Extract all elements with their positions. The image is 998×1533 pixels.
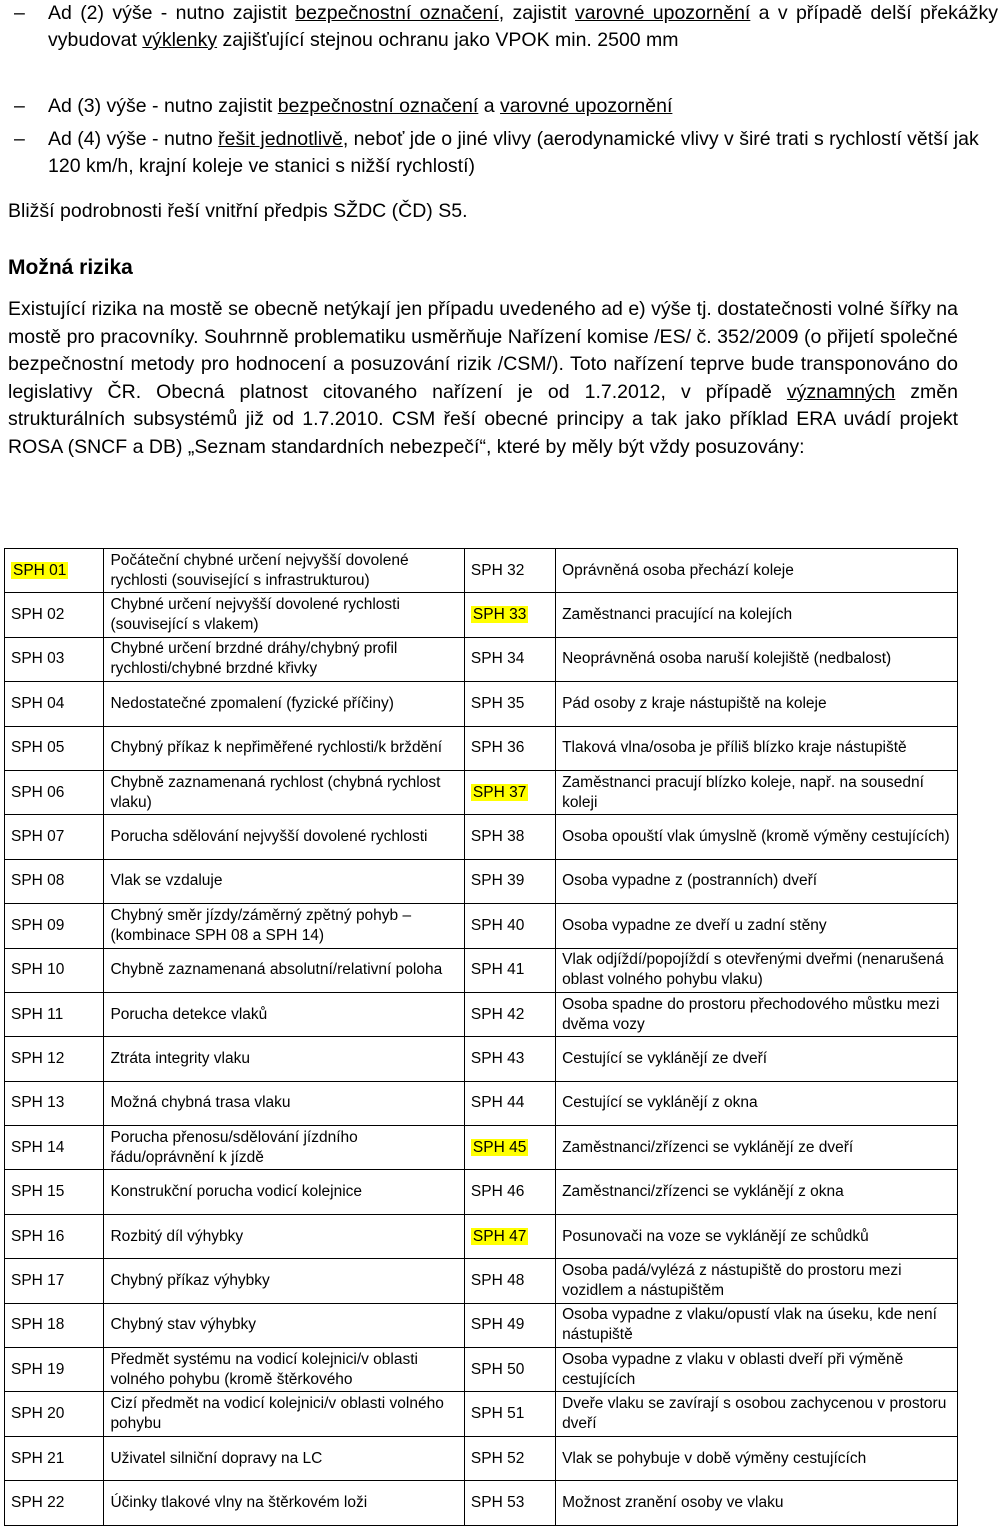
hazard-description: Porucha přenosu/sdělování jízdního řádu/oprávnění k jízdě — [110, 1128, 358, 1166]
hazard-code: SPH 39 — [470, 872, 525, 890]
hazard-description-cell — [104, 1481, 464, 1525]
hazard-description: Ztráta integrity vlaku — [110, 1049, 250, 1067]
hazard-code-cell — [464, 1214, 555, 1258]
hazard-code: SPH 01 — [13, 561, 67, 579]
hazard-description-cell — [556, 1303, 958, 1347]
hazard-description-cell — [104, 637, 464, 681]
hazard-code: SPH 50 — [470, 1360, 525, 1378]
hazard-description-cell — [556, 859, 958, 903]
hazard-description-cell — [556, 1081, 958, 1125]
hazard-code: SPH 36 — [470, 739, 525, 757]
hazard-description: Osoba spadne do prostoru přechodového můstku mezi dvěma vozy — [562, 995, 940, 1033]
hazard-code: SPH 34 — [470, 650, 525, 668]
table-row — [5, 1259, 958, 1303]
hazard-code: SPH 52 — [470, 1449, 525, 1467]
hazard-code: SPH 14 — [11, 1138, 65, 1156]
hazard-code-cell — [464, 1481, 555, 1525]
hazard-description: Uživatel silniční dopravy na LC — [110, 1449, 323, 1467]
hazard-code-cell — [5, 1037, 104, 1081]
hazard-description: Pád osoby z kraje nástupiště na koleje — [562, 694, 827, 712]
hazard-code: SPH 53 — [470, 1493, 525, 1511]
hazard-description-cell — [104, 682, 464, 726]
hazard-description: Osoba vypadne z (postranních) dveří — [562, 872, 818, 890]
hazard-code-cell — [5, 549, 104, 593]
hazard-description: Porucha sdělování nejvyšší dovolené rychlosti — [110, 828, 428, 846]
table-row — [5, 1170, 958, 1214]
detail-note: Bližší podrobnosti řeší vnitřní předpis SŽDC (ČD) S5. — [8, 200, 468, 222]
hazard-description: Osoba vypadne z vlaku v oblasti dveří při výměně cestujících — [562, 1350, 904, 1388]
table-row — [5, 593, 958, 637]
hazard-code-cell — [464, 726, 555, 770]
hazard-code: SPH 20 — [11, 1405, 65, 1423]
hazard-code: SPH 32 — [470, 561, 525, 579]
table-row — [5, 815, 958, 859]
hazard-code-cell — [5, 1392, 104, 1436]
table-row — [5, 1126, 958, 1170]
hazard-description-cell — [104, 1436, 464, 1480]
hazard-code: SPH 17 — [11, 1271, 65, 1289]
hazard-code-cell — [5, 904, 104, 948]
hazard-code: SPH 10 — [11, 961, 65, 979]
hazard-description-cell — [104, 593, 464, 637]
hazard-description-cell — [104, 948, 464, 992]
hazard-code-cell — [5, 948, 104, 992]
hazard-description-cell — [104, 549, 464, 593]
table-row — [5, 859, 958, 903]
hazard-description: Konstrukční porucha vodicí kolejnice — [110, 1183, 363, 1201]
hazard-code: SPH 22 — [11, 1493, 65, 1511]
hazard-description-cell — [104, 1348, 464, 1392]
bullet-text: , zajistit — [498, 2, 576, 24]
hazard-code-cell — [464, 904, 555, 948]
hazard-code: SPH 48 — [470, 1271, 525, 1289]
bullet-text: a v případě delší překážky vybudovat — [48, 2, 998, 51]
hazard-description-cell — [556, 549, 958, 593]
hazard-code: SPH 49 — [470, 1316, 525, 1334]
hazard-code-cell — [464, 1170, 555, 1214]
hazard-description: Předmět systému na vodicí kolejnici/v oblasti volného pohybu (kromě štěrkového — [110, 1350, 418, 1388]
bullet-item-2 — [8, 93, 998, 120]
bullet-text: Ad (2) výše - nutno zajistit — [48, 2, 296, 24]
hazard-code-cell — [464, 1348, 555, 1392]
hazard-description: Porucha detekce vlaků — [110, 1005, 268, 1023]
table-row — [5, 1348, 958, 1392]
hazard-description-cell — [556, 948, 958, 992]
hazard-code-cell — [5, 1303, 104, 1347]
bullet-item-3 — [8, 126, 998, 180]
hazard-code: SPH 41 — [470, 961, 525, 979]
hazard-code: SPH 07 — [11, 828, 65, 846]
hazard-code-cell — [464, 859, 555, 903]
table-row — [5, 549, 958, 593]
hazard-code-cell — [464, 1081, 555, 1125]
bullet-text: Ad (4) výše - nutno — [48, 128, 219, 150]
hazard-description: Vlak se pohybuje v době výměny cestujících — [562, 1449, 867, 1467]
hazard-code: SPH 42 — [470, 1005, 525, 1023]
hazard-code-cell — [464, 1436, 555, 1480]
hazard-description: Nedostatečné zpomalení (fyzické příčiny) — [110, 694, 394, 712]
hazard-description: Chybný příkaz k nepřiměřené rychlosti/k brždění — [110, 739, 443, 757]
table-row — [5, 770, 958, 814]
hazard-code: SPH 38 — [470, 828, 525, 846]
table-row — [5, 992, 958, 1036]
hazard-description: Dveře vlaku se zavírají s osobou zachycenou v prostoru dveří — [562, 1395, 947, 1433]
hazard-description: Osoba vypadne z vlaku/opustí vlak na úseku, kde není nástupiště — [562, 1306, 937, 1344]
hazard-code: SPH 11 — [11, 1005, 64, 1023]
hazard-code: SPH 09 — [11, 916, 65, 934]
hazard-code-cell — [5, 1348, 104, 1392]
hazard-code: SPH 35 — [470, 694, 525, 712]
hazard-description-cell — [104, 726, 464, 770]
hazard-code-cell — [464, 549, 555, 593]
hazard-code-cell — [464, 948, 555, 992]
hazard-description: Chybné určení nejvyšší dovolené rychlosti (související s vlakem) — [110, 596, 400, 634]
hazard-code: SPH 40 — [470, 916, 525, 934]
underlined-term: výklenky — [142, 29, 218, 51]
hazard-code-cell — [5, 992, 104, 1036]
hazard-code-cell — [464, 770, 555, 814]
underlined-term: varovné upozornění — [575, 2, 751, 24]
hazard-code-cell — [464, 637, 555, 681]
hazards-table — [4, 548, 958, 1526]
hazard-description: Vlak odjíždí/popojíždí s otevřenými dveřmi (nenarušená oblast volného pohybu vlaku) — [562, 951, 944, 989]
hazard-description: Osoba vypadne ze dveří u zadní stěny — [562, 916, 827, 934]
hazard-description: Posunovači na voze se vyklánějí ze schůdků — [562, 1227, 869, 1245]
hazard-code-cell — [464, 593, 555, 637]
underlined-term: varovné upozornění — [500, 95, 673, 117]
hazard-description: Cizí předmět na vodicí kolejnici/v oblasti volného pohybu — [110, 1395, 444, 1433]
hazard-description: Osoba padá/vylézá z nástupiště do prostoru mezi vozidlem a nástupištěm — [562, 1261, 902, 1299]
hazard-code: SPH 06 — [11, 783, 65, 801]
hazard-code: SPH 05 — [11, 739, 65, 757]
hazard-description: Zaměstnanci/zřízenci se vyklánějí ze dveří — [562, 1138, 854, 1156]
hazard-description: Zaměstnanci/zřízenci se vyklánějí z okna — [562, 1183, 844, 1201]
paragraph-text: Existující rizika na mostě se obecně netýkají jen případu uvedeného ad e) výše tj. dostatečnosti volné šířky na mostě pro pracovníky. Souhrnně problematiku usměrňuje Nařízení komise /ES/ č. 352/2009 (o přijetí společné bezpečnostní metody pro hodnocení a posuzování rizik /CSM/). Toto nařízení teprve bude transponováno do legislativy ČR. Obecná platnost citovaného nařízení je od 1.7.2012, v případě — [8, 298, 958, 403]
hazard-description: Zaměstnanci pracující na kolejích — [562, 606, 793, 624]
hazard-code-cell — [5, 593, 104, 637]
table-row — [5, 1392, 958, 1436]
hazard-code-cell — [5, 770, 104, 814]
hazard-description-cell — [556, 1392, 958, 1436]
hazard-code-cell — [464, 1259, 555, 1303]
hazard-code: SPH 04 — [11, 694, 65, 712]
hazard-code-cell — [5, 859, 104, 903]
hazard-description: Možnost zranění osoby ve vlaku — [562, 1493, 784, 1511]
hazard-description-cell — [104, 1126, 464, 1170]
table-row — [5, 948, 958, 992]
hazard-code: SPH 37 — [472, 783, 527, 801]
hazard-code-cell — [5, 1259, 104, 1303]
hazard-code: SPH 16 — [11, 1227, 65, 1245]
hazard-description: Rozbitý díl výhybky — [110, 1227, 244, 1245]
hazard-code-cell — [464, 992, 555, 1036]
hazard-description-cell — [556, 682, 958, 726]
hazard-description: Neoprávněná osoba naruší kolejiště (nedbalost) — [562, 650, 892, 668]
hazard-description: Tlaková vlna/osoba je příliš blízko kraje nástupiště — [562, 739, 907, 757]
hazard-description-cell — [104, 815, 464, 859]
hazard-code: SPH 47 — [472, 1227, 527, 1245]
hazard-description-cell — [104, 904, 464, 948]
dash-bullet-icon: – — [14, 95, 25, 117]
hazard-code: SPH 51 — [470, 1405, 525, 1423]
hazard-code: SPH 03 — [11, 650, 65, 668]
hazard-description-cell — [556, 904, 958, 948]
hazard-description-cell — [104, 1392, 464, 1436]
hazard-code-cell — [5, 1081, 104, 1125]
table-row — [5, 637, 958, 681]
bullet-text: Ad (3) výše - nutno zajistit — [48, 95, 278, 117]
hazard-code-cell — [464, 815, 555, 859]
hazard-description-cell — [556, 1348, 958, 1392]
hazard-description-cell — [556, 770, 958, 814]
hazard-code: SPH 13 — [11, 1094, 65, 1112]
hazard-description-cell — [556, 637, 958, 681]
hazard-description: Oprávněná osoba přechází koleje — [562, 561, 794, 579]
underlined-term: bezpečnostní označení — [295, 2, 499, 24]
hazard-description: Zaměstnanci pracují blízko koleje, např. na sousední koleji — [562, 773, 924, 811]
hazard-description-cell — [104, 992, 464, 1036]
underlined-term: řešit jednotlivě — [218, 128, 343, 150]
table-row — [5, 1037, 958, 1081]
section-heading: Možná rizika — [8, 256, 133, 279]
hazard-description-cell — [556, 726, 958, 770]
paragraph-text: změn strukturálních subsystémů již od 1.7.2010. CSM řeší obecné principy a tak jako příklad ERA uvádí projekt ROSA (SNCF a DB) „Seznam standardních nebezpečí“, které by měly být vždy posuzovány: — [8, 380, 958, 458]
hazard-description-cell — [556, 1037, 958, 1081]
hazard-code: SPH 43 — [470, 1049, 525, 1067]
table-row — [5, 1303, 958, 1347]
hazard-description: Cestující se vyklánějí z okna — [562, 1094, 758, 1112]
underlined-term: významných — [786, 380, 896, 403]
hazard-description: Chybné určení brzdné dráhy/chybný profil rychlosti/chybné brzdné křivky — [110, 640, 398, 678]
hazard-code: SPH 12 — [11, 1049, 65, 1067]
hazard-code: SPH 18 — [11, 1316, 65, 1334]
hazard-code-cell — [5, 726, 104, 770]
hazard-description-cell — [104, 1259, 464, 1303]
hazard-code-cell — [5, 1214, 104, 1258]
bullet-text: a — [478, 95, 501, 117]
hazard-code-cell — [464, 1126, 555, 1170]
hazard-description: Chybný příkaz výhybky — [110, 1271, 270, 1289]
hazard-code: SPH 21 — [11, 1449, 65, 1467]
hazard-description: Chybný stav výhybky — [110, 1316, 257, 1334]
hazard-code: SPH 45 — [472, 1138, 527, 1156]
hazard-description-cell — [556, 1126, 958, 1170]
hazard-code: SPH 02 — [11, 606, 65, 624]
hazard-description-cell — [104, 1081, 464, 1125]
hazard-description-cell — [104, 1303, 464, 1347]
hazard-code: SPH 08 — [11, 872, 65, 890]
table-row — [5, 1081, 958, 1125]
dash-bullet-icon: – — [14, 2, 25, 24]
hazard-code-cell — [5, 1126, 104, 1170]
hazard-code-cell — [464, 1303, 555, 1347]
hazard-description: Osoba opouští vlak úmyslně (kromě výměny cestujících) — [562, 828, 950, 846]
hazard-description: Počáteční chybné určení nejvyšší dovolené rychlosti (související s infrastrukturou) — [110, 551, 409, 589]
hazard-code-cell — [5, 1170, 104, 1214]
hazard-description-cell — [556, 593, 958, 637]
table-row — [5, 904, 958, 948]
hazard-description-cell — [104, 1037, 464, 1081]
bullet-text: , neboť jde o jiné vlivy (aerodynamické vlivy v širé trati s rychlostí větší jak 120 km/h, krajní koleje ve stanici s nižší rychlostí) — [48, 128, 979, 177]
hazard-description: Možná chybná trasa vlaku — [110, 1094, 291, 1112]
hazard-code-cell — [464, 1392, 555, 1436]
hazard-description: Vlak se vzdaluje — [110, 872, 223, 890]
table-row — [5, 1214, 958, 1258]
hazard-description-cell — [104, 770, 464, 814]
hazard-description-cell — [556, 1436, 958, 1480]
table-row — [5, 726, 958, 770]
hazard-description: Chybně zaznamenaná absolutní/relativní poloha — [110, 961, 443, 979]
hazard-description: Účinky tlakové vlny na štěrkovém loži — [110, 1493, 368, 1511]
hazard-code: SPH 33 — [472, 606, 527, 624]
hazard-code: SPH 44 — [470, 1094, 525, 1112]
hazard-description: Chybně zaznamenaná rychlost (chybná rychlost vlaku) — [110, 773, 441, 811]
hazard-description-cell — [556, 1259, 958, 1303]
hazard-description-cell — [556, 1170, 958, 1214]
hazard-code-cell — [5, 1481, 104, 1525]
table-row — [5, 682, 958, 726]
underlined-term: bezpečnostní označení — [277, 95, 479, 117]
hazard-description-cell — [556, 1481, 958, 1525]
hazard-code: SPH 15 — [11, 1183, 65, 1201]
hazard-code-cell — [5, 637, 104, 681]
table-row — [5, 1481, 958, 1525]
hazard-code-cell — [5, 815, 104, 859]
hazard-code: SPH 46 — [470, 1183, 525, 1201]
hazard-description-cell — [556, 1214, 958, 1258]
hazard-description: Cestující se vyklánějí ze dveří — [562, 1049, 768, 1067]
table-row — [5, 1436, 958, 1480]
hazard-description-cell — [556, 992, 958, 1036]
hazard-description-cell — [104, 1214, 464, 1258]
hazard-description-cell — [556, 815, 958, 859]
hazard-code-cell — [464, 682, 555, 726]
hazard-code: SPH 19 — [11, 1360, 65, 1378]
body-paragraph — [8, 296, 958, 461]
hazard-code-cell — [5, 682, 104, 726]
hazard-description-cell — [104, 1170, 464, 1214]
hazard-code-cell — [464, 1037, 555, 1081]
hazard-code-cell — [5, 1436, 104, 1480]
bullet-item-1 — [8, 0, 998, 54]
hazard-description: Chybný směr jízdy/záměrný zpětný pohyb – (kombinace SPH 08 a SPH 14) — [110, 906, 412, 944]
dash-bullet-icon: – — [14, 128, 25, 150]
bullet-text: zajišťující stejnou ochranu jako VPOK min. 2500 mm — [217, 29, 679, 51]
hazard-description-cell — [104, 859, 464, 903]
